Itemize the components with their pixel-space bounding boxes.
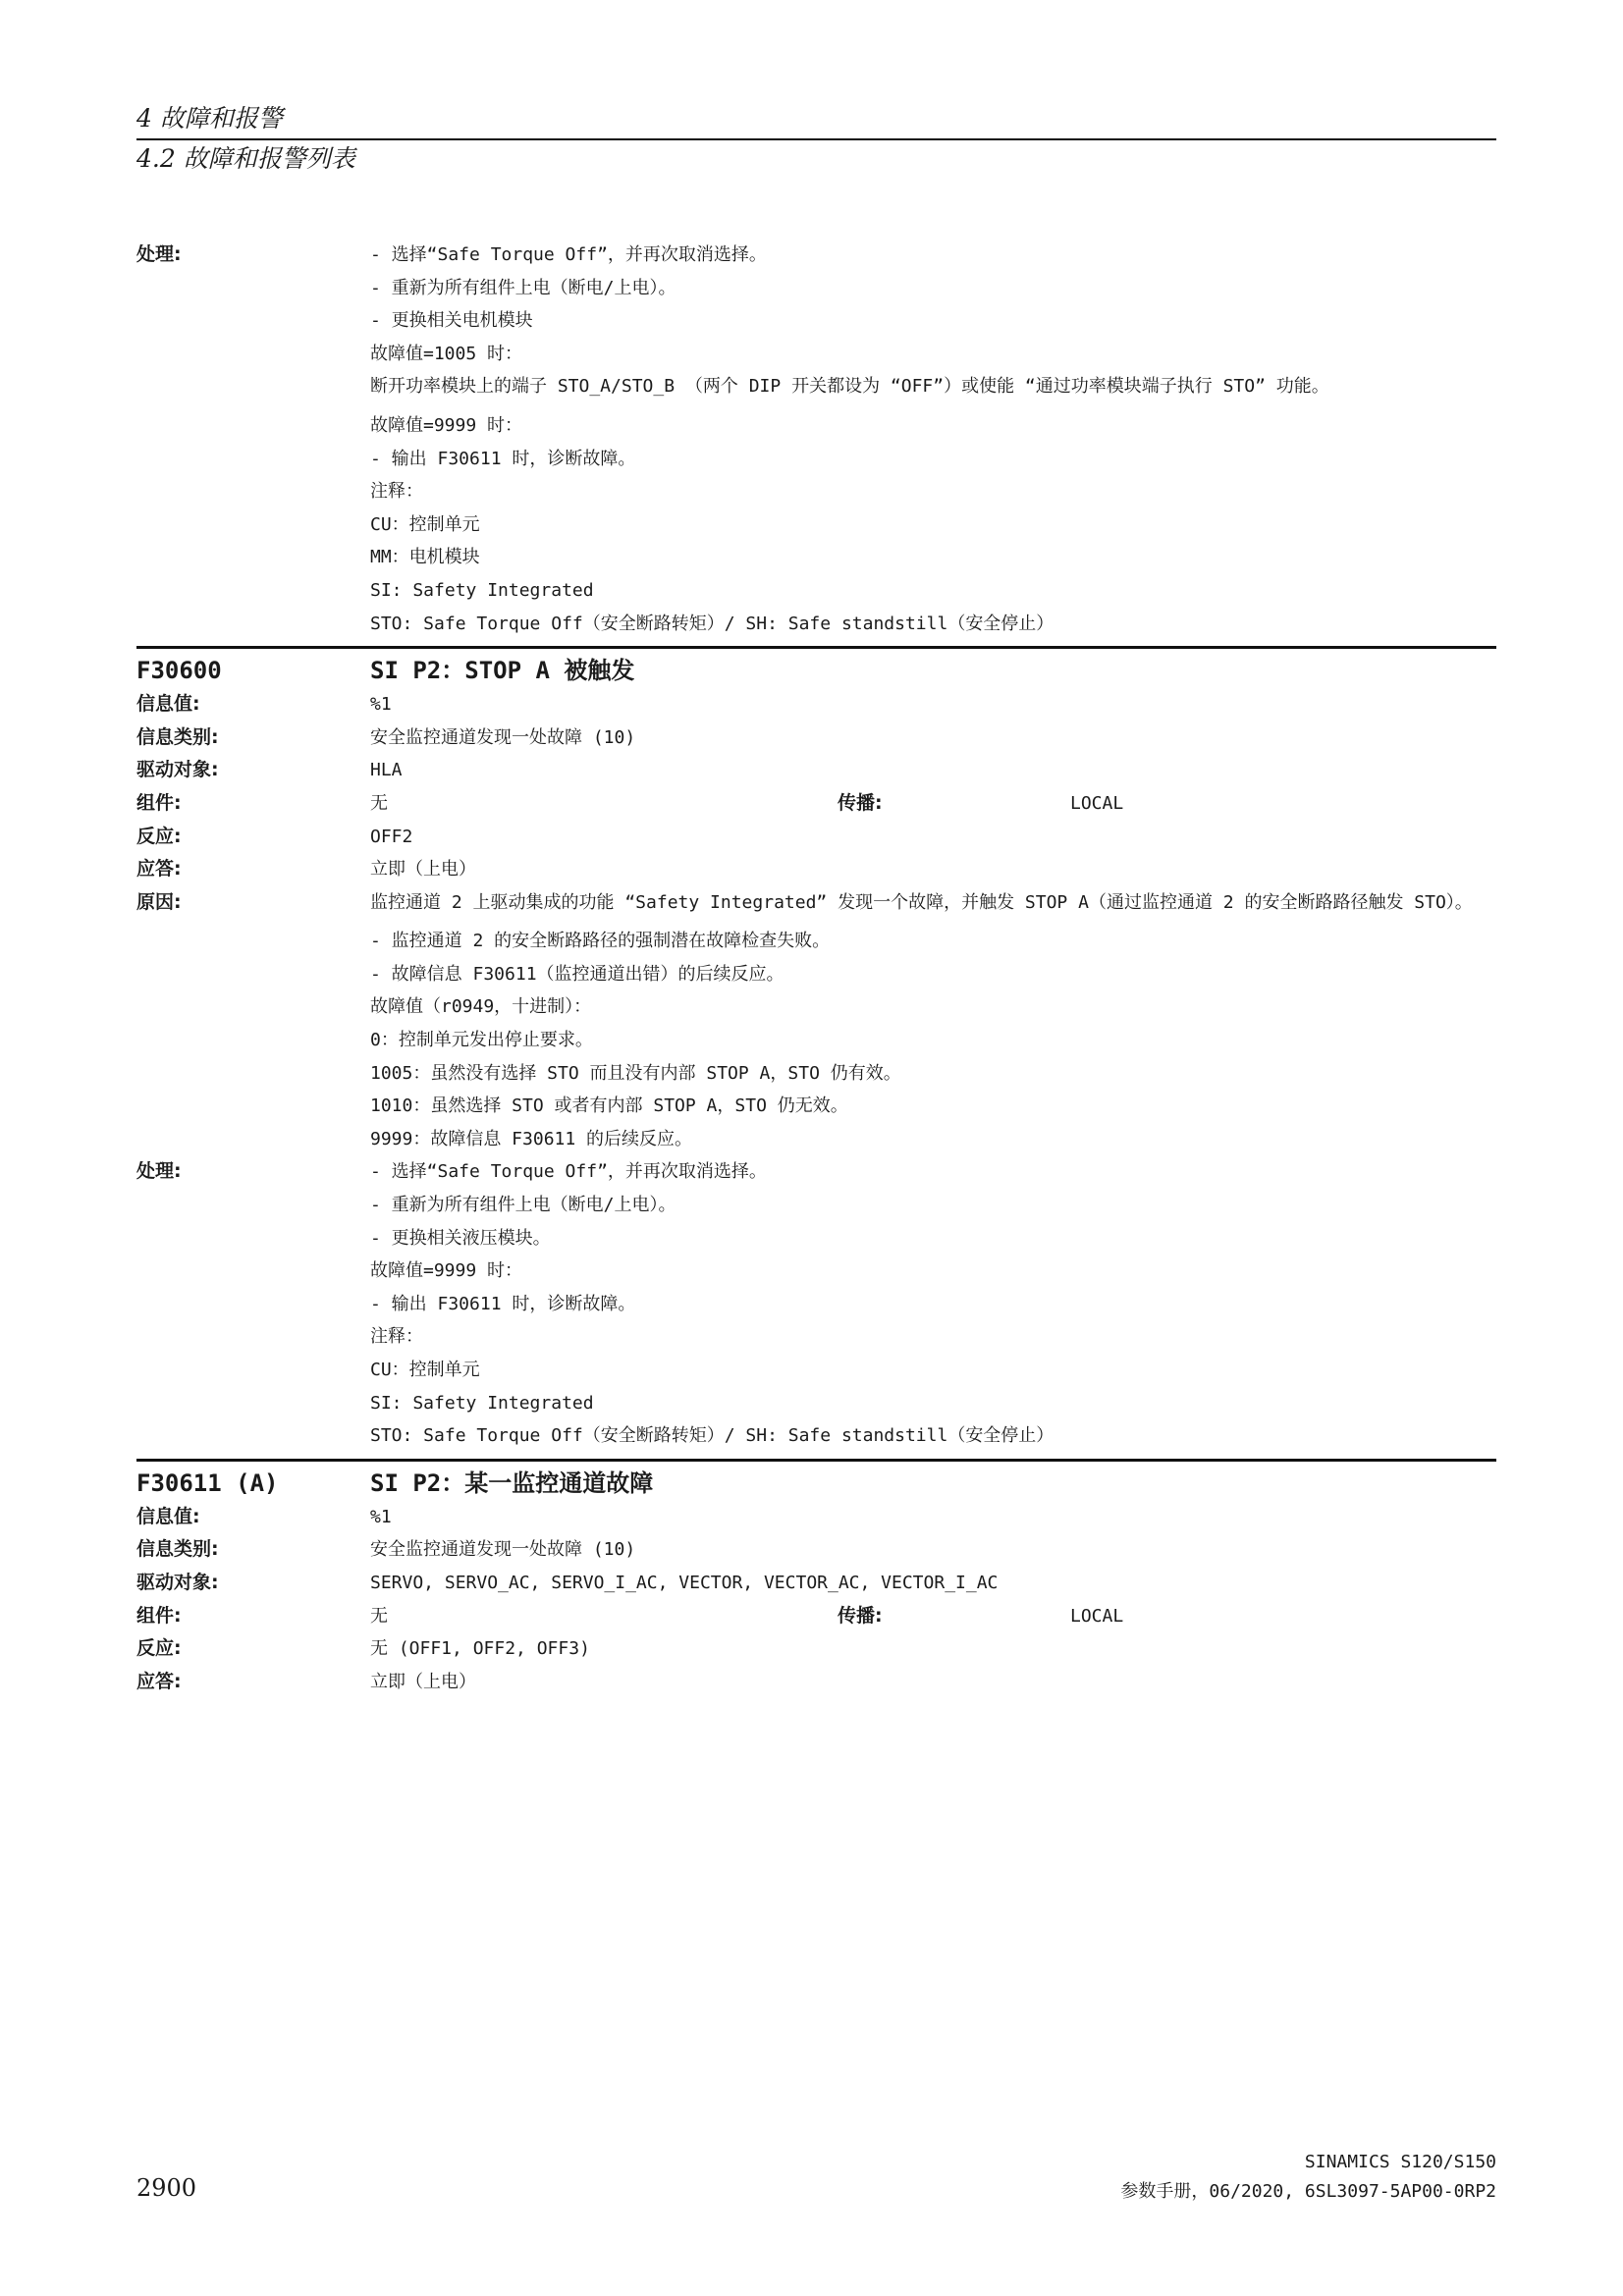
fault-separator xyxy=(136,1459,1496,1462)
propagation-value: LOCAL xyxy=(1070,792,1124,814)
fault-code: F30600 xyxy=(136,657,222,685)
remedy-line: CU：控制单元 xyxy=(370,1360,480,1380)
component-label: 组件: xyxy=(136,1604,182,1627)
product-name: SINAMICS S120/S150 xyxy=(1304,2152,1496,2172)
remedy-line: STO: Safe Torque Off（安全断路转矩）/ SH: Safe standstill（安全停止） xyxy=(370,1425,1055,1447)
remedy-line: - 重新为所有组件上电（断电/上电）。 xyxy=(370,277,676,298)
reaction-row xyxy=(136,1632,1496,1666)
message-value-row xyxy=(136,1501,1496,1534)
acknowledge-value: 立即（上电） xyxy=(370,859,476,881)
component-label: 组件: xyxy=(136,791,182,814)
cause-line: 故障值（r0949，十进制）： xyxy=(370,996,592,1018)
message-class-row xyxy=(136,721,1496,755)
message-value: %1 xyxy=(370,1506,392,1527)
reaction-value: 无 (OFF1, OFF2, OFF3) xyxy=(370,1638,590,1660)
propagation-value: LOCAL xyxy=(1070,1605,1124,1627)
component-value: 无 xyxy=(370,792,388,814)
fault-heading xyxy=(136,653,1496,688)
remedy-line: 故障值=9999 时： xyxy=(370,1260,523,1282)
fault-heading xyxy=(136,1466,1496,1501)
remedy-line: SI: Safety Integrated xyxy=(370,579,594,601)
acknowledge-label: 应答: xyxy=(136,1670,182,1692)
message-value: %1 xyxy=(370,694,392,716)
remedy-line: - 选择“Safe Torque Off”，并再次取消选择。 xyxy=(370,1161,767,1183)
cause-line: 1005：虽然没有选择 STO 而且没有内部 STOP A，STO 仍有效。 xyxy=(370,1062,901,1084)
cause-line: 9999：故障信息 F30611 的后续反应。 xyxy=(370,1128,693,1149)
fault-title: SI P2：某一监控通道故障 xyxy=(370,1468,654,1497)
component-row xyxy=(136,787,1496,821)
cause-label: 原因: xyxy=(136,890,182,913)
section-title: 4.2 故障和报警列表 xyxy=(136,144,355,173)
remedy-line: - 重新为所有组件上电（断电/上电）。 xyxy=(370,1195,676,1216)
remedy-line: STO: Safe Torque Off（安全断路转矩）/ SH: Safe standstill（安全停止） xyxy=(370,613,1055,634)
running-header xyxy=(136,102,1496,176)
drive-object-label: 驱动对象: xyxy=(136,759,219,781)
remedy-label: 处理: xyxy=(136,1160,182,1183)
cause-line: - 故障信息 F30611（监控通道出错）的后续反应。 xyxy=(370,963,784,985)
component-row xyxy=(136,1600,1496,1633)
reaction-row xyxy=(136,821,1496,854)
remedy-line: - 输出 F30611 时，诊断故障。 xyxy=(370,1293,636,1314)
remedy-line: - 输出 F30611 时，诊断故障。 xyxy=(370,448,636,469)
chapter-title: 4 故障和报警 xyxy=(136,104,283,133)
remedy-line: 注释： xyxy=(370,1326,423,1348)
cause-line: 监控通道 2 上驱动集成的功能 “Safety Integrated” 发现一个故障，并触发 STOP A（通过监控通道 2 的安全断路路径触发 STO）。 xyxy=(370,891,1473,913)
message-class-label: 信息类别: xyxy=(136,725,219,748)
page-footer xyxy=(136,2148,1496,2207)
message-class-label: 信息类别: xyxy=(136,1538,219,1561)
page-number: 2900 xyxy=(136,2174,197,2202)
propagation-label: 传播: xyxy=(838,791,883,814)
continued-remedy xyxy=(136,239,1496,640)
cause-line: 1010：虽然选择 STO 或者有内部 STOP A，STO 仍无效。 xyxy=(370,1095,848,1117)
drive-object-row xyxy=(136,1567,1496,1600)
remedy-line: 断开功率模块上的端子 STO_A/STO_B （两个 DIP 开关都设为 “OFF”）或使能 “通过功率模块端子执行 STO” 功能。 xyxy=(370,376,1329,398)
remedy-line: CU：控制单元 xyxy=(370,513,480,535)
header-rule xyxy=(136,138,1496,140)
propagation-label: 传播: xyxy=(838,1604,883,1627)
acknowledge-row xyxy=(136,1666,1496,1699)
remedy-line: - 选择“Safe Torque Off”，并再次取消选择。 xyxy=(370,244,767,265)
drive-object: HLA xyxy=(370,760,403,781)
remedy-row xyxy=(136,1155,1496,1452)
remedy-line: MM：电机模块 xyxy=(370,547,480,568)
fault-separator xyxy=(136,646,1496,649)
cause-line: - 监控通道 2 的安全断路路径的强制潜在故障检查失败。 xyxy=(370,931,831,952)
fault-title: SI P2：STOP A 被触发 xyxy=(370,657,635,685)
cause-row xyxy=(136,886,1496,1156)
cause-line: 0：控制单元发出停止要求。 xyxy=(370,1030,593,1051)
drive-object: SERVO, SERVO_AC, SERVO_I_AC, VECTOR, VECTOR_AC, VECTOR_I_AC xyxy=(370,1572,999,1593)
reaction-value: OFF2 xyxy=(370,826,413,847)
remedy-line: 注释： xyxy=(370,481,423,503)
manual-reference: 参数手册，06/2020, 6SL3097-5AP00-0RP2 xyxy=(1120,2181,1496,2202)
reaction-label: 反应: xyxy=(136,825,182,847)
acknowledge-value: 立即（上电） xyxy=(370,1671,476,1692)
remedy-line: - 更换相关液压模块。 xyxy=(370,1227,551,1249)
message-class: 安全监控通道发现一处故障 (10) xyxy=(370,726,636,748)
remedy-line: SI: Safety Integrated xyxy=(370,1392,594,1414)
acknowledge-label: 应答: xyxy=(136,858,182,881)
drive-object-row xyxy=(136,754,1496,787)
message-value-label: 信息值: xyxy=(136,1505,200,1527)
message-value-row xyxy=(136,688,1496,721)
message-class: 安全监控通道发现一处故障 (10) xyxy=(370,1539,636,1561)
remedy-line: 故障值=9999 时： xyxy=(370,414,523,436)
reaction-label: 反应: xyxy=(136,1637,182,1660)
acknowledge-row xyxy=(136,853,1496,886)
component-value: 无 xyxy=(370,1605,388,1627)
message-value-label: 信息值: xyxy=(136,693,200,716)
remedy-line: - 更换相关电机模块 xyxy=(370,310,533,332)
remedy-label: 处理: xyxy=(136,243,182,265)
fault-code: F30611 (A) xyxy=(136,1468,279,1497)
message-class-row xyxy=(136,1533,1496,1567)
fault-list xyxy=(136,239,1496,1698)
remedy-line: 故障值=1005 时： xyxy=(370,343,523,364)
drive-object-label: 驱动对象: xyxy=(136,1571,219,1593)
